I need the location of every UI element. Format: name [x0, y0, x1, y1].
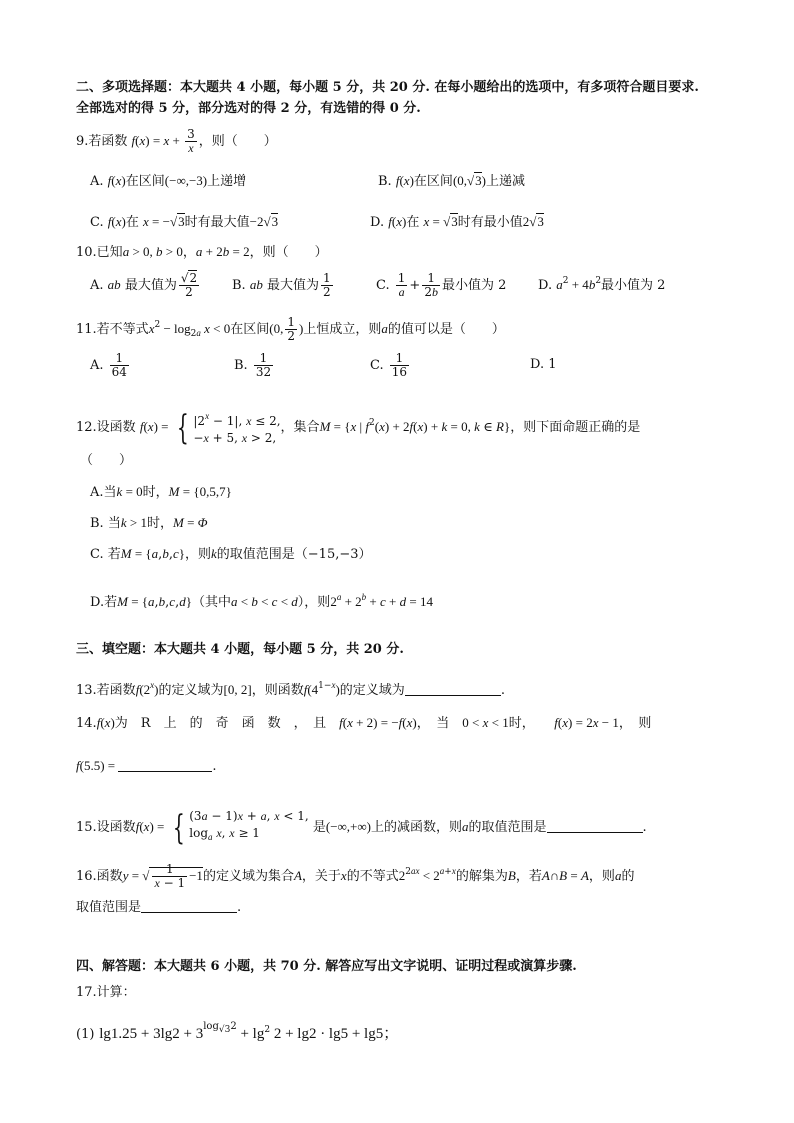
question-12-option-b: B. 当k > 1时，M = Φ: [90, 515, 208, 531]
question-11-option-a: A. $\frac{1}{64}$: [90, 351, 127, 379]
question-11-option-b: B. $\frac{1}{32}$: [234, 351, 272, 379]
question-12-option-a: A.当k = 0时，M = {0,5,7}: [90, 484, 232, 500]
question-9-option-d: D. f(x)在 x = √3时有最小值2√3: [370, 214, 544, 230]
question-16-line2: 取值范围是 .: [76, 900, 242, 915]
question-12-option-d: D.若M = {a,b,c,d}（其中a < b < c < d），则$2^a + 2^b + c + d = 14$: [90, 592, 433, 610]
answer-blank-16[interactable]: [141, 898, 237, 913]
question-10-option-a: A. ab 最大值为 $\frac{√2}{2}$: [90, 271, 198, 299]
question-12-option-c: C. 若M = {a,b,c}，则k的取值范围是（−15,−3）: [90, 546, 372, 562]
question-11-option-d: D. 1: [530, 357, 557, 372]
question-11-stem: 11.若不等式$x^2 - \log_{2a} x < 0$在区间(0, $\frac{1}{2}$ )上恒成立，则a的值可以是（ ）: [76, 315, 505, 343]
section3-title: 三、填空题：本大题共 4 小题，每小题 5 分，共 20 分.: [76, 642, 404, 657]
question-14-line2: f(5.5) = .: [76, 758, 217, 774]
question-15: 15.设函数f(x) = { (3a − 1)x + a, x < 1, $\log_a x$, x ≥ 1 是(−∞,+∞)上的减函数，则a的取值范围是 .: [76, 807, 647, 848]
question-11-option-c: C. $\frac{1}{16}$: [370, 351, 408, 379]
question-9-option-a: A. f(x)在区间(−∞,−3)上递增: [90, 173, 247, 189]
section2-line2: 全部选对的得 5 分，部分选对的得 2 分，有选错的得 0 分.: [76, 101, 421, 116]
section2-line1: 二、多项选择题：本大题共 4 小题，每小题 5 分，共 20 分. 在每小题给出的选项中，有多项符合题目要求.: [76, 80, 699, 95]
question-9-option-c: C. f(x)在 x = −√3时有最大值−2√3: [90, 214, 279, 230]
answer-blank-14[interactable]: [118, 757, 212, 772]
question-10-option-b: B. ab 最大值为 $\frac{1}{2}$: [232, 271, 331, 299]
question-13: 13.若函数f(2$^x$)的定义域为[0, 2]，则函数$f(4^{1-x})$的定义域为 .: [76, 680, 505, 698]
question-10-option-c: C. $\frac{1}{a}$ + $\frac{1}{2b}$ 最小值为 2: [376, 271, 507, 299]
question-9-option-b: B. f(x)在区间(0,√3)上递减: [378, 173, 526, 189]
question-14-line1: 14.f(x)为 R 上 的 奇 函 数 ， 且 f(x + 2) = −f(x)， 当 0 < x < 1时， f(x) = 2x − 1， 则: [76, 715, 652, 731]
section4-title: 四、解答题：本大题共 6 小题，共 70 分. 解答应写出文字说明、证明过程或演算步骤.: [76, 959, 577, 974]
question-10-stem: 10.已知a > 0, b > 0，a + 2b = 2，则（ ）: [76, 244, 328, 260]
question-10-option-d: D. $a^2 + 4b^2$最小值为 2: [538, 276, 666, 293]
answer-blank-13[interactable]: [405, 681, 501, 696]
answer-blank-15[interactable]: [547, 818, 643, 833]
question-12-stem: 12.设函数 f(x) = { $|2^x - 1|$, x ≤ 2, −x + 5, x > 2, ，集合M = {x | $f^2(x) + 2f(x) + k = 0$, k ∈ R}，则下面命题正确的是: [76, 407, 641, 448]
question-9-stem: 9.若函数 f(x) = x + $\frac{3}{x}$ ，则（ ）: [76, 127, 277, 155]
question-16-line1: 16.函数y = √ $\frac{1}{x - 1}$ −1的定义域为集合A，关于x的不等式$2^{2ax} < 2^{a+x}$的解集为B，若A∩B = A，则a的: [76, 862, 635, 890]
question-17-part-1: (1) $\lg 1.25 + 3\lg 2 + 3^{log_{√3}2} + \lg^2 2 + \lg 2 \cdot \lg 5 + \lg 5$；: [76, 1021, 399, 1042]
question-12-paren: （ ）: [80, 453, 133, 468]
question-17-stem: 17.计算：: [76, 985, 136, 1000]
